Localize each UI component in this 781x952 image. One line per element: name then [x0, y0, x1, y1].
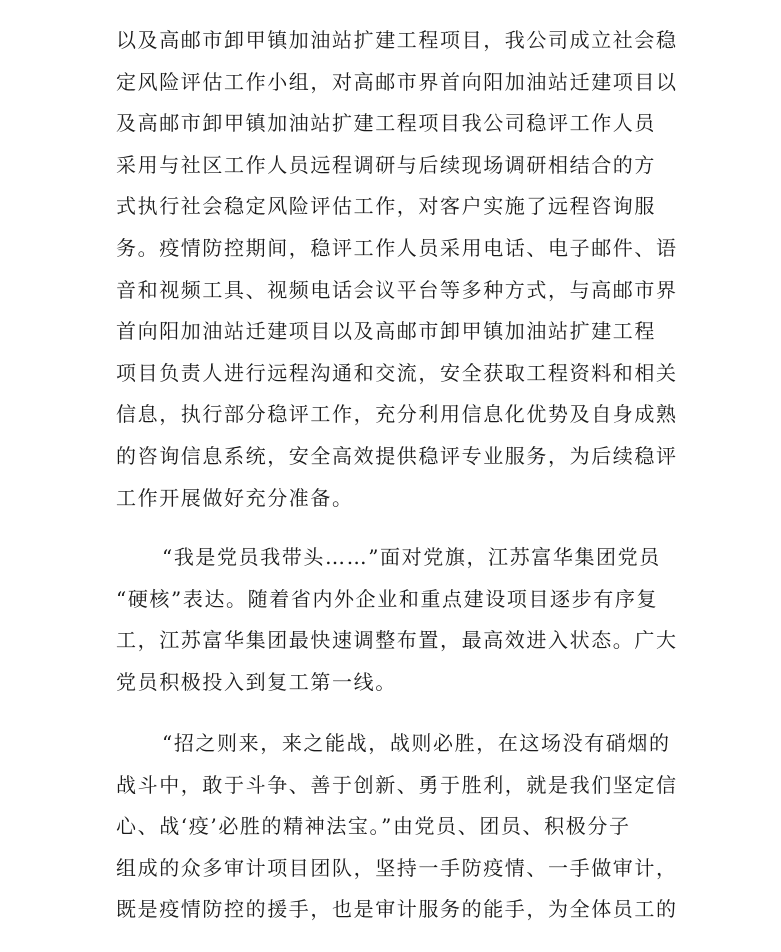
paragraph-line: “硬核”表达。随着省内外企业和重点建设项目逐步有序复 — [116, 586, 659, 611]
paragraph-line: “招之则来，来之能战，战则必胜，在这场没有硝烟的 — [162, 731, 671, 755]
paragraph-line: 战斗中，敢于斗争、善于创新、勇于胜利，就是我们坚定信 — [116, 772, 678, 797]
paragraph-line: 音和视频工具、视频电话会议平台等多种方式，与高邮市界 — [116, 277, 678, 302]
paragraph-line: 定风险评估工作小组，对高邮市界首向阳加油站迁建项目以 — [116, 69, 678, 94]
paragraph-line: 项目负责人进行远程沟通和交流，安全获取工程资料和相关 — [116, 360, 678, 385]
paragraph-line: 采用与社区工作人员远程调研与后续现场调研相结合的方 — [116, 152, 656, 177]
paragraph-line: 首向阳加油站迁建项目以及高邮市卸甲镇加油站扩建工程 — [116, 319, 656, 344]
paragraph-line: 工作开展做好充分准备。 — [116, 485, 354, 510]
paragraph-2 — [116, 537, 676, 703]
paragraph-line: “我是党员我带头……”面对党旗，江苏富华集团党员 — [162, 545, 661, 569]
paragraph-line: 工，江苏富华集团最快速调整布置，最高效进入状态。广大 — [116, 628, 678, 653]
paragraph-line: 心、战‘疫’必胜的精神法宝。”由党员、团员、积极分子 — [116, 814, 631, 839]
paragraph-line: 组成的众多审计项目团队，坚持一手防疫情、一手做审计， — [116, 855, 678, 880]
paragraph-line: 以及高邮市卸甲镇加油站扩建工程项目，我公司成立社会稳 — [116, 28, 678, 52]
paragraph-1 — [116, 20, 676, 519]
paragraph-line: 信息，执行部分稳评工作，充分利用信息化优势及自身成熟 — [116, 402, 678, 427]
paragraph-line: 既是疫情防控的援手，也是审计服务的能手，为全体员工的 — [116, 897, 678, 922]
paragraph-3 — [116, 723, 676, 931]
paragraph-line: 的咨询信息系统，安全高效提供稳评专业服务，为后续稳评 — [116, 443, 678, 468]
paragraph-line: 务。疫情防控期间，稳评工作人员采用电话、电子邮件、语 — [116, 235, 678, 260]
paragraph-line: 党员积极投入到复工第一线。 — [116, 669, 397, 694]
paragraph-line: 式执行社会稳定风险评估工作，对客户实施了远程咨询服 — [116, 194, 656, 219]
paragraph-line: 及高邮市卸甲镇加油站扩建工程项目我公司稳评工作人员 — [116, 111, 656, 136]
